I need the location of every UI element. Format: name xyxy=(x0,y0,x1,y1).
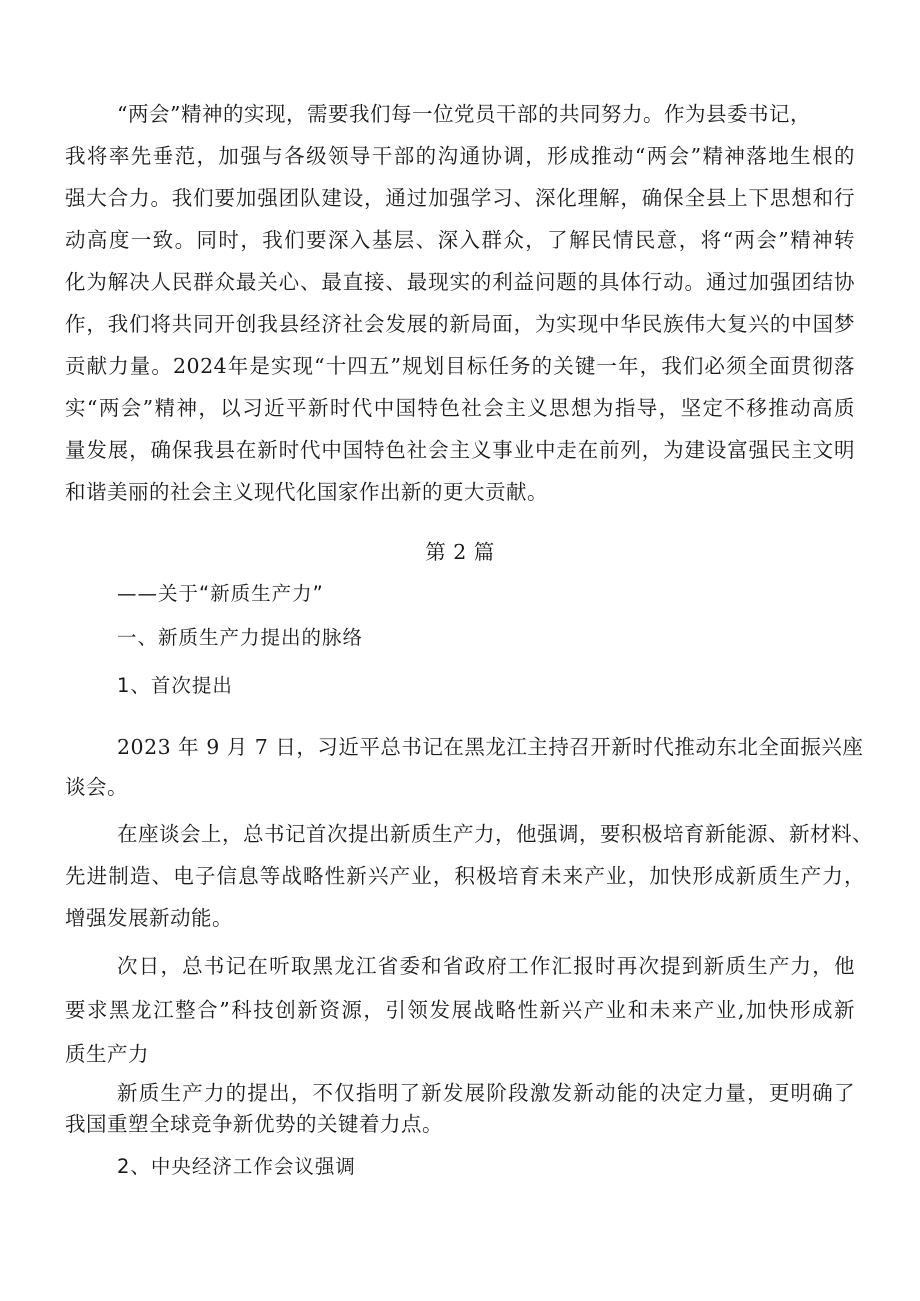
paragraph-line: 强大合力。我们要加强团队建设，通过加强学习、深化理解，确保全县上下思想和行 xyxy=(65,186,855,210)
paragraph-line: 作，我们将共同开创我县经济社会发展的新局面，为实现中华民族伟大复兴的中国梦 xyxy=(65,312,855,336)
paragraph-line: 2023 年 9 月 7 日，习近平总书记在黑龙江主持召开新时代推动东北全面振兴座 xyxy=(117,735,864,759)
subtitle: ——关于“新质生产力” xyxy=(117,582,324,605)
paragraph-line: 量发展，确保我县在新时代中国特色社会主义事业中走在前列，为建设富强民主文明 xyxy=(65,438,855,462)
paragraph-line: 要求黑龙江整合”科技创新资源，引领发展战略性新兴产业和未来产业,加快形成新 xyxy=(65,998,855,1022)
paragraph-line: 谈会。 xyxy=(65,775,128,799)
paragraph-line: 动高度一致。同时，我们要深入基层、深入群众，了解民情民意，将“两会”精神转 xyxy=(65,228,855,252)
subsection-heading: 2、中央经济工作会议强调 xyxy=(117,1155,356,1178)
paragraph-line: 我国重塑全球竞争新优势的关键着力点。 xyxy=(65,1112,443,1136)
paragraph-line: 贡献力量。2024年是实现“十四五”规划目标任务的关键一年，我们必须全面贯彻落 xyxy=(65,354,855,378)
paragraph-line: 化为解决人民群众最关心、最直接、最现实的利益问题的具体行动。通过加强团结协 xyxy=(65,270,855,294)
paragraph-line: 质生产力 xyxy=(65,1042,149,1066)
paragraph-line: 实“两会”精神，以习近平新时代中国特色社会主义思想为指导，坚定不移推动高质 xyxy=(65,396,855,420)
paragraph-line: 先进制造、电子信息等战略性新兴产业，积极培育未来产业，加快形成新质生产力， xyxy=(65,864,865,888)
chapter-title: 第 2 篇 xyxy=(425,540,495,564)
paragraph-line: 增强发展新动能。 xyxy=(65,906,233,930)
paragraph-line: 在座谈会上，总书记首次提出新质生产力，他强调，要积极培育新能源、新材料、 xyxy=(117,822,873,846)
section-heading: 一、新质生产力提出的脉络 xyxy=(117,626,364,649)
paragraph-line: “两会”精神的实现，需要我们每一位党员干部的共同努力。作为县委书记， xyxy=(117,102,811,126)
paragraph-line: 我将率先垂范，加强与各级领导干部的沟通协调，形成推动“两会”精神落地生根的 xyxy=(65,144,855,168)
paragraph-line: 新质生产力的提出，不仅指明了新发展阶段激发新动能的决定力量，更明确了 xyxy=(117,1081,855,1105)
subsection-heading: 1、首次提出 xyxy=(117,674,233,697)
paragraph-line: 次日，总书记在听取黑龙江省委和省政府工作汇报时再次提到新质生产力，他 xyxy=(117,954,855,978)
paragraph-line: 和谐美丽的社会主义现代化国家作出新的更大贡献。 xyxy=(65,480,548,504)
